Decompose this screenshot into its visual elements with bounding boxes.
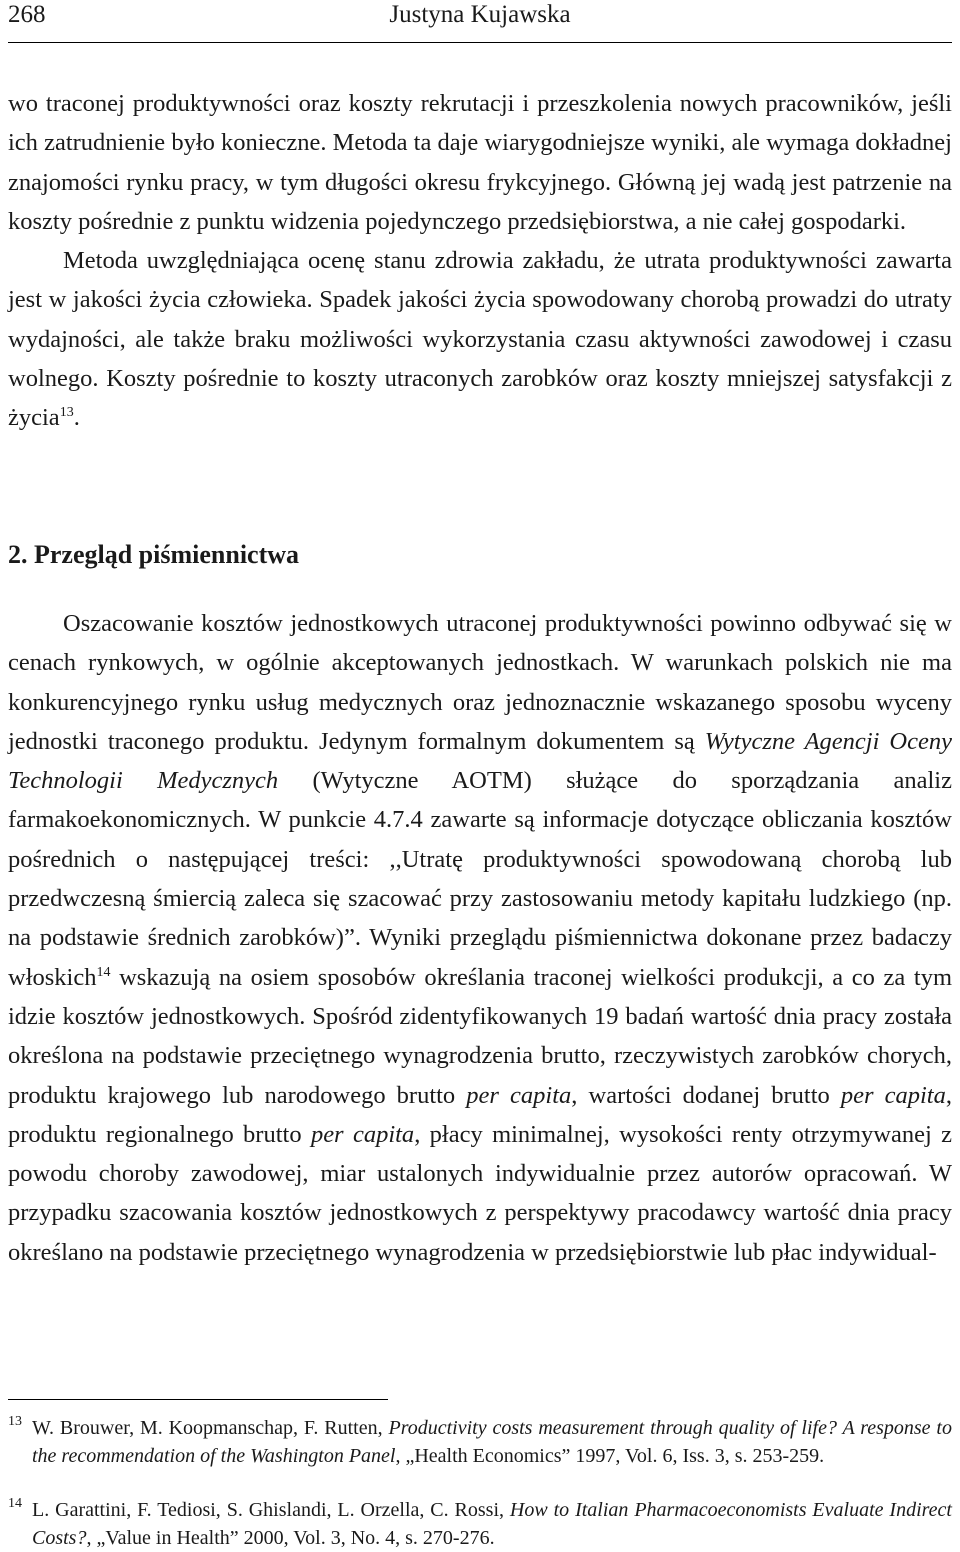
footnote-ref-13[interactable]: 13 — [59, 405, 74, 421]
page-number: 268 — [8, 1, 46, 28]
footnote-14 — [8, 1496, 952, 1552]
footnote-13 — [8, 1414, 952, 1470]
paragraph-3: Oszacowanie kosztów jednostkowych utraconej produktywności powinno odbywać się w cenach rynkowych, w ogólnie akceptowanych jednostkach. W warunkach polskich nie ma konkurencyjnego rynku usług medycznych oraz jednoznacznie wskazanego sposobu wyceny jednostki traconego produktu. Jedynym formalnym dokumentem są Wytyczne Agencji Oceny Technologii Medycznych (Wytyczne AOTM) służące do sporządzania analiz farmakoekonomicznych. W punkcie 4.7.4 zawarte są informacje dotyczące obliczania kosztów pośrednich o następującej treści: ,,Utratę produktywności spowodowaną chorobą lub przedwczesną śmiercią zaleca się szacować przy zastosowaniu metody kapitału ludzkiego (np. na podstawie średnich zarobków)”. Wyniki przeglądu piśmiennictwa dokonane przez badaczy włoskich$^{14}$ wskazują na osiem sposobów określania traconej wielkości produkcji, a co za tym idzie kosztów jednostkowych. Spośród zidentyfikowanych 19 badań wartość dnia pracy została określona na podstawie przeciętnego wynagrodzenia brutto, rzeczywistych zarobków chorych, produktu krajowego lub narodowego brutto per capita, wartości dodanej brutto per capita, produktu regionalnego brutto per capita, płacy minimalnej, wysokości renty otrzymywanej z powodu choroby zawodowej, miar ustalonych indywidualnie przez autorów opracowań. W przypadku szacowania kosztów jednostkowych z perspektywy pracodawcy wartość dnia pracy określano na podstawie przeciętnego wynagrodzenia w przedsiębiorstwie lub płac indywidual- — [8, 610, 952, 1266]
running-author: Justyna Kujawska — [389, 1, 571, 28]
body-text-top — [8, 84, 952, 438]
footnote-number: 13 — [8, 1414, 22, 1429]
footnote-number: 14 — [8, 1496, 22, 1511]
footnote-text: W. Brouwer, M. Koopmanschap, F. Rutten, Productivity costs measurement through quality of life? A response to the recommendation of the Washington Panel, „Health Economics” 1997, Vol. 6, Iss. 3, s. 253-259. — [32, 1417, 952, 1467]
footnote-ref-14[interactable]: 14 — [96, 964, 111, 980]
footnote-text: L. Garattini, F. Tediosi, S. Ghislandi, L. Orzella, C. Rossi, How to Italian Pharmacoeconomists Evaluate Indirect Costs?, „Value in Health” 2000, Vol. 3, No. 4, s. 270-276. — [32, 1499, 952, 1549]
running-header — [8, 0, 952, 43]
body-text-main — [8, 604, 952, 1272]
section-heading: 2. Przegląd piśmiennictwa — [8, 540, 300, 569]
footnote-separator — [8, 1399, 388, 1400]
paragraph-2: Metoda uwzględniająca ocenę stanu zdrowia zakładu, że utrata produktywności zawarta jest w jakości życia człowieka. Spadek jakości życia spowodowany chorobą prowadzi do utraty wydajności, ale także braku możliwości wykorzystania czasu aktywności zawodowej i czasu wolnego. Koszty pośrednie to koszty utraconych zarobków oraz koszty mniejszej satysfakcji z życia$^{13}$. — [8, 247, 952, 432]
paragraph-1: wo traconej produktywności oraz koszty rekrutacji i przeszkolenia nowych pracowników, jeśli ich zatrudnienie było konieczne. Metoda ta daje wiarygodniejsze wyniki, ale wymaga dokładnej znajomości rynku pracy, w tym długości okresu frykcyjnego. Główną jej wadą jest patrzenie na koszty pośrednie z punktu widzenia pojedynczego przedsiębiorstwa, a nie całej gospodarki. — [8, 90, 952, 235]
